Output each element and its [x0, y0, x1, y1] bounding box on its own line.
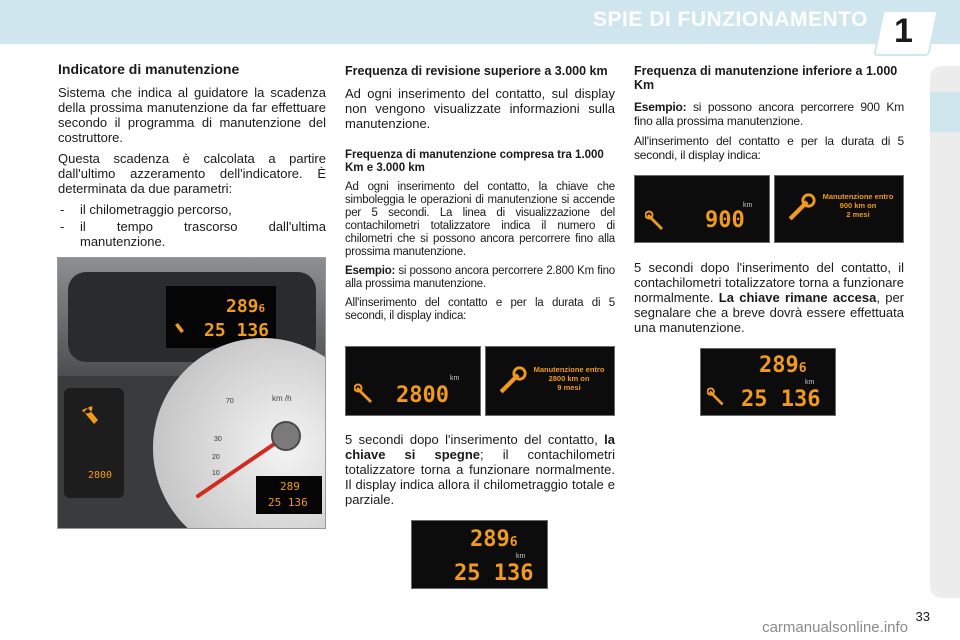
display-message-2800 [485, 346, 615, 416]
paragraph: Ad ogni inserimento del contatto, sul display non vengono visualizzate informazioni sulla manutenzione. [345, 86, 615, 131]
heading-1000-3000: Frequenza di manutenzione compresa tra 1.000 Km e 3.000 km [345, 149, 604, 174]
heading-over-3000: Frequenza di revisione superiore a 3.000 km [345, 64, 608, 78]
photo-top-odo: 2896 [226, 296, 266, 317]
paragraph: Questa scadenza è calcolata a partire dall'ultimo azzeramento dell'indicatore. È determinata da due parametri: [58, 151, 326, 196]
wrench-icon [707, 387, 729, 409]
page-number: 33 [915, 609, 930, 624]
photo-gauge-tick: 70 [226, 398, 234, 405]
remaining-km-readout: 2800 [396, 383, 449, 408]
wrench-icon [494, 365, 528, 399]
unit-km: km [743, 202, 753, 209]
unit-km: km [516, 553, 526, 560]
column-right [634, 64, 904, 168]
dashboard-photo [57, 257, 326, 529]
needle-hub [272, 422, 300, 450]
photo-gauge-tick: 20 [212, 454, 220, 461]
wrench-icon [645, 210, 669, 234]
list-item: - il chilometraggio percorso, [58, 202, 326, 217]
example-paragraph: Esempio: si possono ancora percorrere 900 Km fino alla prossima manutenzione. [634, 100, 904, 128]
wrench-icon [783, 192, 817, 226]
odometer-total: 2896 [759, 353, 807, 378]
display-wrench-900 [634, 175, 770, 243]
paragraph: Ad ogni inserimento del contatto, la chiave che simboleggia le operazioni di manutenzione si accende per 5 secondi. La linea di visualizzazione del contachilometri totalizzatore indica il numero di chilometri che si possono ancora percorrere fino alla prossima manutenzione. [345, 181, 615, 258]
chapter-number: 1 [894, 12, 913, 50]
side-strip-active [930, 92, 960, 132]
display-odometer-middle [411, 520, 548, 589]
paragraph: All'inserimento del contatto e per la durata di 5 secondi, il display indica: [345, 297, 615, 322]
parameter-list [58, 202, 326, 249]
display-message-900 [774, 175, 904, 243]
photo-left-screen [64, 388, 124, 498]
example-paragraph: Esempio: si possono ancora percorrere 2.800 Km fino alla prossima manutenzione. [345, 265, 615, 290]
paragraph: All'inserimento del contatto e per la durata di 5 secondi, il display indica: [634, 134, 904, 162]
paragraph: 5 secondi dopo l'inserimento del contatto, la chiave si spegne; il contachilometri totalizzatore torna a funzionare normalmente. Il display indica allora il chilometraggio totale e parziale. [345, 432, 615, 507]
remaining-km-readout: 900 [705, 208, 745, 233]
photo-dial-odo: 289 [280, 480, 300, 493]
paragraph: Sistema che indica al guidatore la scadenza della prossima manutenzione da far effettuare secondo il programma di manutenzione del costruttore. [58, 85, 326, 145]
list-item: - il tempo trascorso dall'ultima manutenzione. [58, 219, 326, 249]
heading-maintenance-indicator: Indicatore di manutenzione [58, 61, 240, 77]
watermark: carmanualsonline.info [762, 619, 908, 636]
photo-top-trip: 25 136 [204, 320, 270, 341]
column-middle [345, 64, 615, 329]
heading-under-1000: Frequenza di manutenzione inferiore a 1.000 Km [634, 64, 898, 92]
column-middle-after [345, 432, 615, 513]
photo-gauge-tick: 10 [212, 470, 220, 477]
odometer-trip: 25 136 [741, 387, 821, 412]
wrench-icon [354, 383, 378, 407]
display-wrench-2800 [345, 346, 481, 416]
photo-speed-unit: km /h [272, 394, 292, 403]
column-left [58, 62, 326, 251]
maintenance-message: Manutenzione entro 900 km on 2 mesi [822, 192, 894, 219]
column-right-after [634, 260, 904, 341]
side-strip [930, 66, 960, 598]
display-odometer-right [700, 348, 836, 416]
paragraph: 5 secondi dopo l'inserimento del contatto, il contachilometri totalizzatore torna a funzionare normalmente. La chiave rimane accesa, per segnalare che a breve dovrà essere effettuata una manutenzione. [634, 260, 905, 335]
unit-km: km [805, 379, 815, 386]
photo-dial-trip: 25 136 [268, 496, 308, 509]
photo-gauge-tick: 30 [214, 436, 222, 443]
photo-small-readout: 2800 [88, 470, 113, 481]
maintenance-message: Manutenzione entro 2800 km on 9 mesi [533, 365, 605, 392]
odometer-total: 2896 [470, 527, 518, 552]
odometer-trip: 25 136 [454, 561, 534, 586]
page-title: SPIE DI FUNZIONAMENTO [593, 8, 868, 31]
unit-km: km [450, 375, 460, 382]
